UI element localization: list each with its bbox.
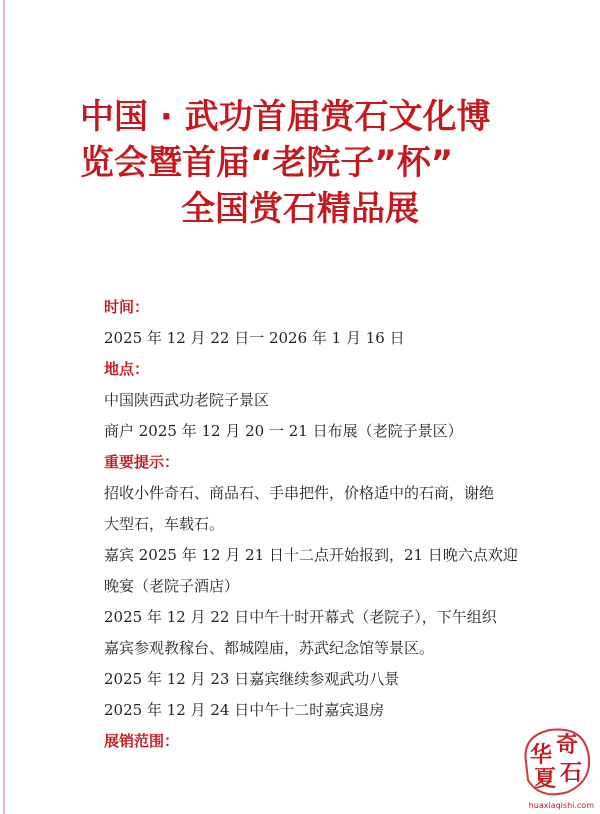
time-value: 2025 年 12 月 22 日一 2026 年 1 月 16 日	[104, 329, 405, 347]
notice-p2-line-a: 嘉宾 2025 年 12 月 21 日十二点开始报到，21 日晚六点欢迎	[104, 546, 518, 564]
place-line-1: 中国陕西武功老院子景区	[104, 391, 270, 409]
notice-p2-line-b: 晚宴（老院子酒店）	[104, 577, 240, 595]
notice-p1-line-b: 大型石，车载石。	[104, 515, 225, 533]
time-label: 时间：	[104, 298, 150, 316]
title-line-3: 全国赏石精品展	[181, 189, 419, 229]
document-title	[0, 94, 600, 232]
logo-char-2: 奇	[556, 733, 579, 758]
title-line-1: 中国 · 武功首届赏石文化博	[80, 97, 491, 137]
document-body	[104, 292, 544, 757]
logo-char-4: 石	[560, 761, 583, 786]
logo-char-3: 夏	[534, 767, 557, 792]
place-label: 地点：	[104, 360, 150, 378]
notice-p4: 2025 年 12 月 23 日嘉宾继续参观武功八景	[104, 670, 400, 688]
title-line-2: 览会暨首届“老院子”杯”	[80, 143, 454, 183]
scope-label: 展销范围：	[104, 732, 180, 750]
logo-char-1: 华	[530, 743, 553, 768]
notice-label: 重要提示：	[104, 453, 180, 471]
notice-p5: 2025 年 12 月 24 日中午十二时嘉宾退房	[104, 701, 385, 719]
notice-p3-line-b: 嘉宾参观教稼台、都城隍庙，苏武纪念馆等景区。	[104, 639, 435, 657]
notice-p3-line-a: 2025 年 12 月 22 日中午十时开幕式（老院子），下午组织	[104, 608, 497, 626]
notice-p1-line-a: 招收小件奇石、商品石、手串把件，价格适中的石商，谢绝	[104, 484, 495, 502]
huaxia-qishi-logo	[516, 722, 596, 802]
watermark-url: huaxiaqishi.com	[528, 801, 594, 810]
place-line-2: 商户 2025 年 12 月 20 一 21 日布展（老院子景区）	[104, 422, 463, 440]
